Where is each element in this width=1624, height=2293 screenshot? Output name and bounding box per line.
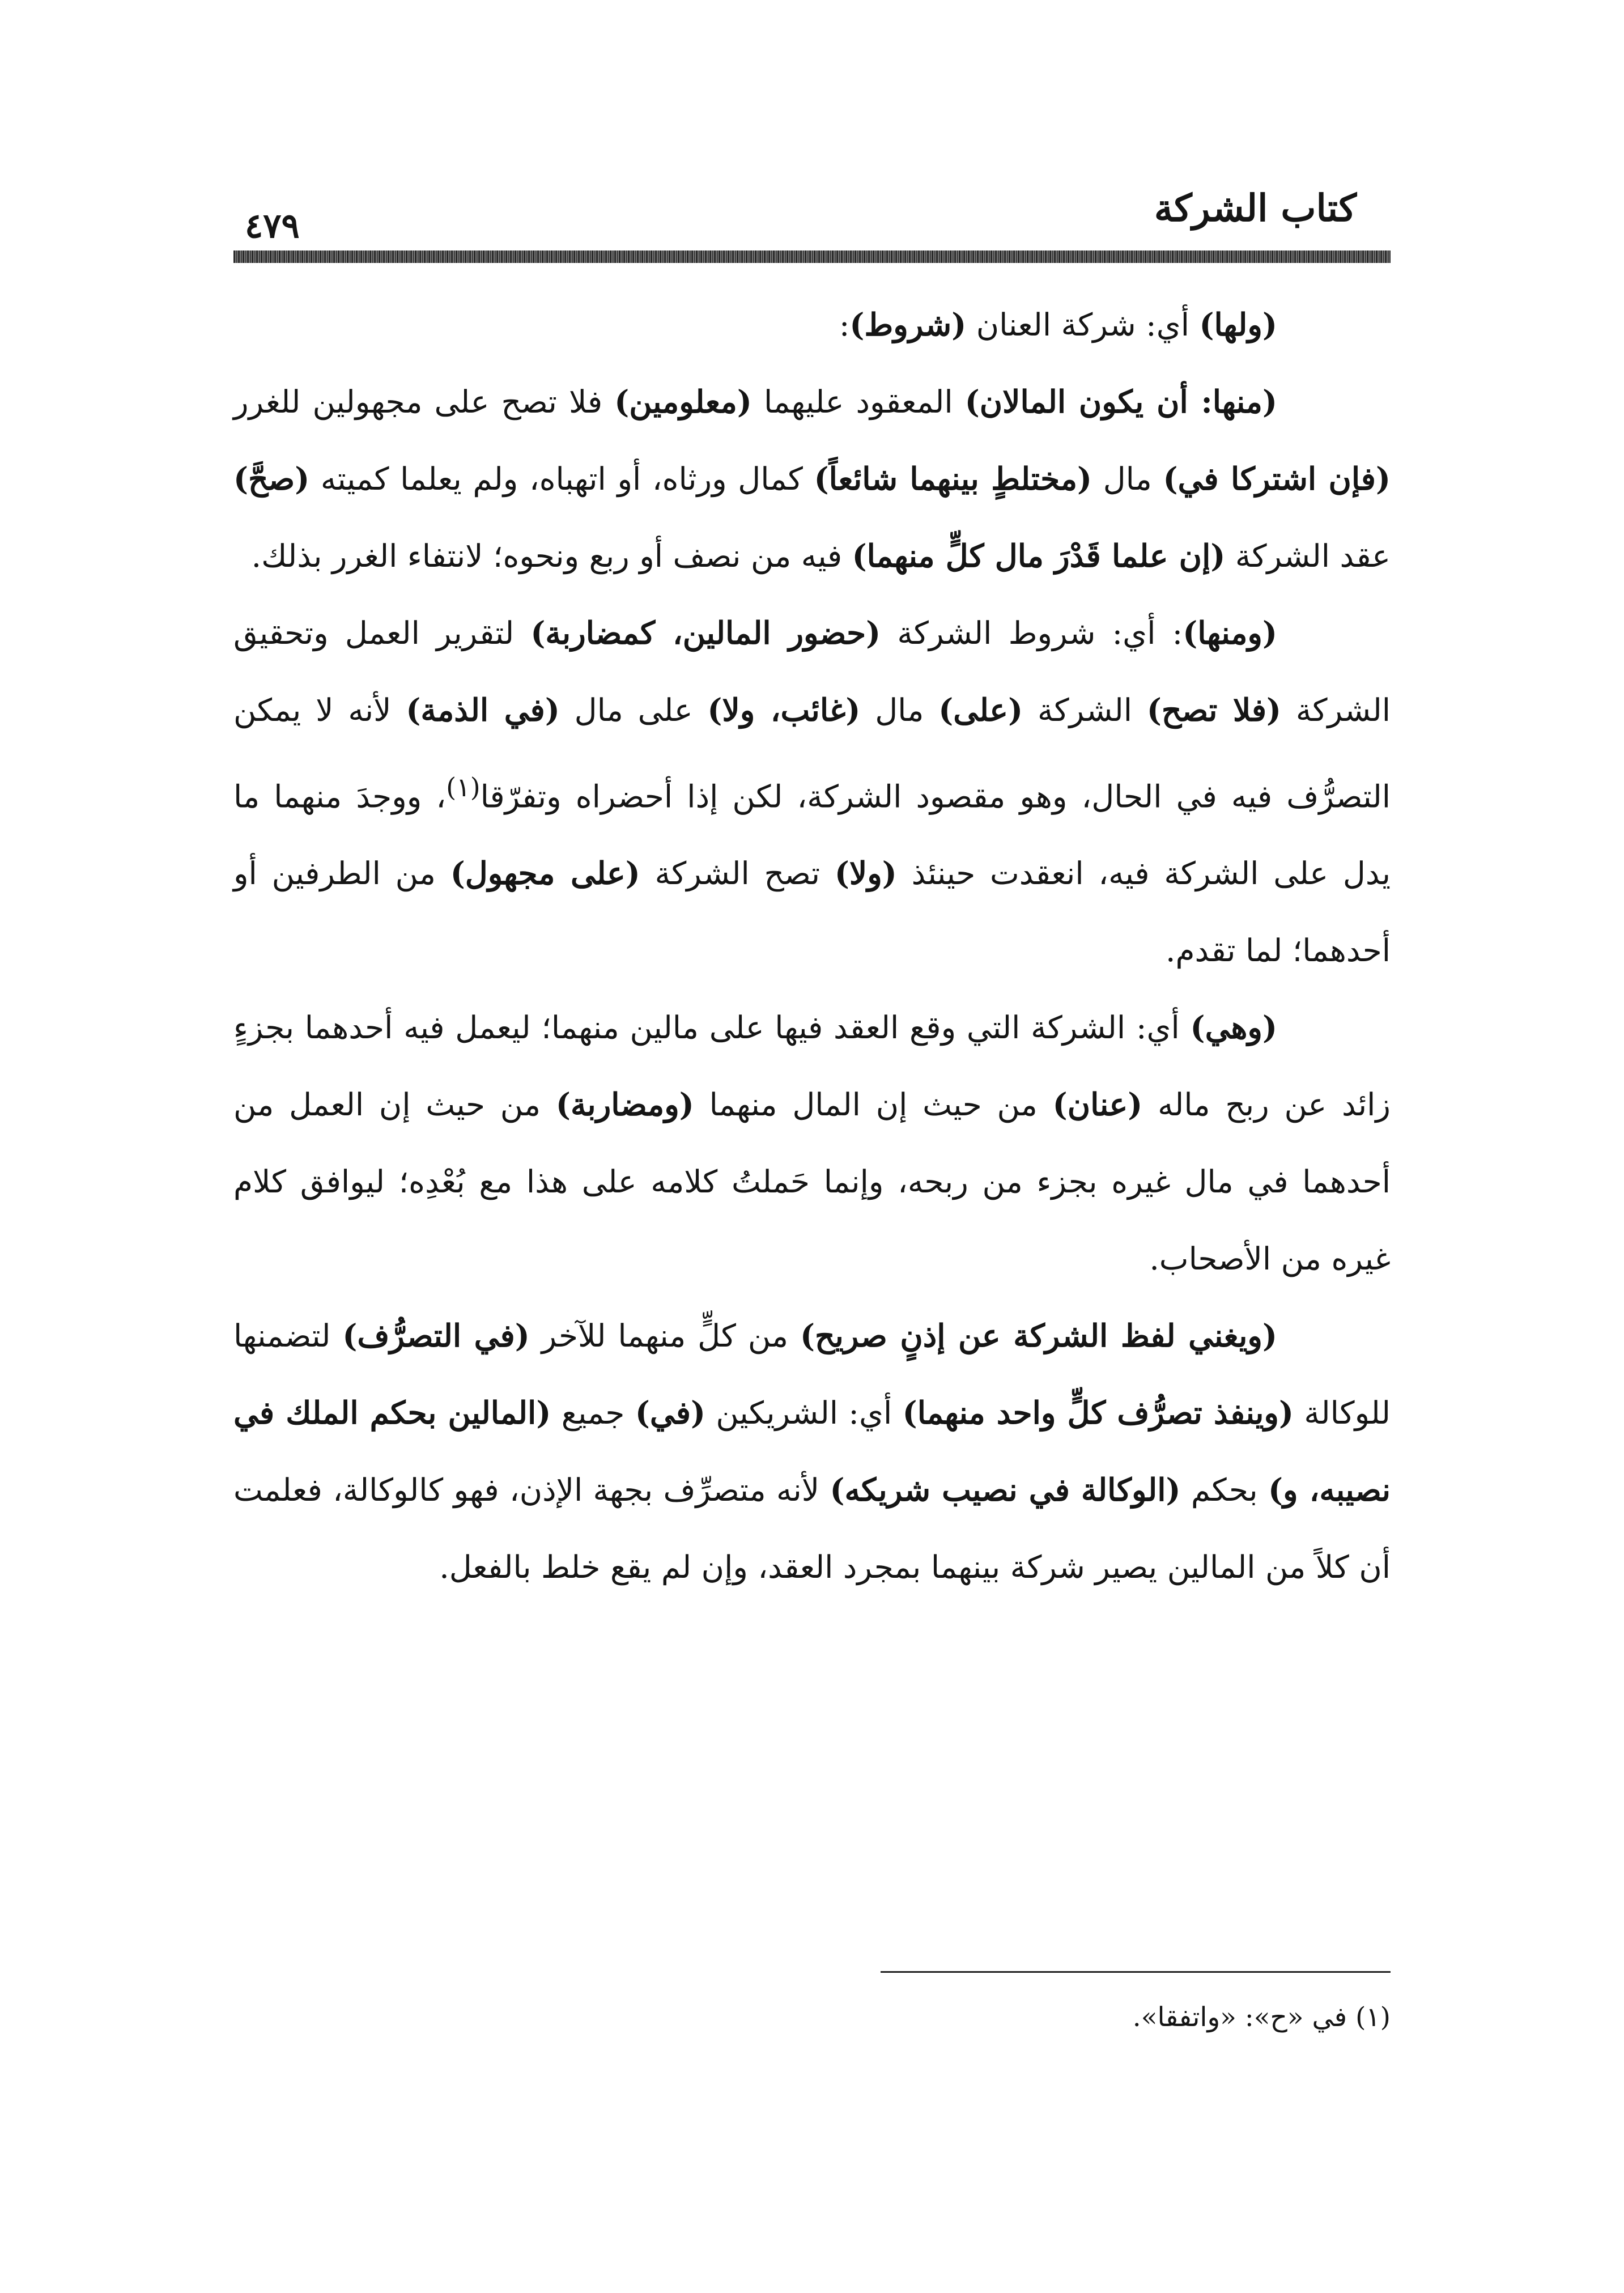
footnote: (١) في «ح»: «واتفقا».	[1132, 2002, 1391, 2033]
footnote-separator	[881, 1971, 1391, 1973]
sharh-text: فيه من نصف أو ربع ونحوه؛ لانتفاء الغرر بذلك.	[251, 538, 852, 574]
matn-text: (وينفذ تصرُّف كلٍّ واحد منهما)	[902, 1394, 1294, 1432]
sharh-text: كمال ورثاه، أو اتهباه، ولم يعلما كميته	[309, 461, 814, 497]
matn-text: (ومنها)	[1183, 614, 1277, 651]
paragraph	[233, 286, 1391, 363]
matn-text: (وهي)	[1190, 1009, 1277, 1046]
running-header	[233, 181, 1391, 255]
sharh-text: مال	[860, 692, 939, 728]
sharh-text: لأنه لا يمكن التصرُّف فيه في الحال، وهو مقصود الشركة، لكن إذا أحضراه وتفرّقا	[233, 692, 1391, 815]
paragraph	[233, 595, 1391, 989]
chapter-title: كتاب الشركة	[1154, 186, 1357, 230]
matn-text: (حضور المالين، كمضاربة)	[530, 614, 881, 651]
sharh-text: مال	[1092, 461, 1163, 497]
matn-text: (ومضاربة)	[555, 1086, 694, 1123]
sharh-text: ، ووجدَ منهما ما يدل على الشركة فيه، انعقدت حينئذ	[233, 778, 1391, 892]
sharh-text: عقد الشركة	[1225, 538, 1391, 574]
sharh-text: على مال	[559, 692, 708, 728]
matn-text: (ولا)	[834, 855, 897, 892]
matn-text: (فلا تصح)	[1146, 691, 1282, 728]
sharh-text: بحكم	[1180, 1472, 1268, 1509]
body-text	[233, 286, 1391, 1606]
sharh-text: :	[839, 307, 850, 343]
paragraph	[233, 363, 1391, 595]
paragraph	[233, 989, 1391, 1297]
matn-text: (فإن اشتركا في)	[1163, 460, 1391, 497]
matn-text: (المالين بحكم الملك في نصيبه، و)	[233, 1394, 1391, 1509]
sharh-text: الشركة	[1023, 692, 1147, 728]
matn-text: (في)	[635, 1394, 706, 1432]
sharh-text: من حيث إن العمل من أحدهما في مال غيره بجزء من ربحه، وإنما حَملتُ كلامه على هذا مع بُعْدِه؛ ليوافق كلام غيره من الأصحاب.	[233, 1086, 1391, 1277]
matn-text: (ولها)	[1199, 306, 1277, 343]
matn-text: (غائب، ولا)	[707, 691, 861, 728]
matn-text: (منها: أن يكون المالان)	[964, 383, 1277, 420]
matn-text: (ويغني لفظ الشركة عن إذنٍ صريح)	[800, 1317, 1277, 1354]
matn-text: (على)	[938, 691, 1023, 728]
matn-text: (عنان)	[1052, 1086, 1143, 1123]
sharh-text: تصح الشركة	[640, 855, 835, 892]
matn-text: (إن علما قَدْرَ مال كلٍّ منهما)	[852, 537, 1226, 574]
matn-text: (على مجهول)	[450, 855, 640, 892]
header-rule	[233, 250, 1391, 263]
matn-text: (مختلطٍ بينهما شائعاً)	[814, 460, 1092, 497]
footnote-ref[interactable]: (١)	[446, 772, 481, 802]
sharh-text: المعقود عليهما	[751, 384, 965, 420]
sharh-text: من الطرفين أو أحدهما؛ لما تقدم.	[233, 855, 1391, 969]
sharh-text: فلا تصح على مجهولين للغرر	[233, 384, 615, 420]
sharh-text: أي: شركة العنان	[966, 307, 1200, 343]
sharh-text: من حيث إن المال منهما	[694, 1086, 1053, 1123]
sharh-text: جميع	[551, 1395, 635, 1432]
paragraph	[233, 1297, 1391, 1606]
sharh-text: لتقرير العمل وتحقيق الشركة	[233, 615, 1391, 728]
sharh-text: لتضمنها للوكالة	[233, 1318, 1391, 1432]
sharh-text: من كلٍّ منهما للآخر	[529, 1318, 800, 1354]
matn-text: (الوكالة في نصيب شريكه)	[830, 1471, 1181, 1509]
matn-text: (في التصرُّف)	[342, 1317, 530, 1354]
matn-text: (شروط)	[849, 306, 967, 343]
page-number: ٤٧٩	[245, 206, 300, 246]
sharh-text: لأنه متصرِّف بجهة الإذن، فهو كالوكالة، فعلمت أن كلاً من المالين يصير شركة بينهما بمجرد العقد، وإن لم يقع خلط بالفعل.	[233, 1472, 1391, 1586]
matn-text: (صحَّ)	[233, 460, 310, 497]
sharh-text: أي: الشركة التي وقع العقد فيها على مالين منهما؛ ليعمل فيه أحدهما بجزءٍ زائد عن ربح ماله	[233, 1009, 1391, 1123]
sharh-text: أي: الشريكين	[705, 1395, 903, 1432]
sharh-text: : أي: شروط الشركة	[881, 615, 1183, 651]
matn-text: (في الذمة)	[406, 691, 560, 728]
matn-text: (معلومين)	[614, 383, 752, 420]
